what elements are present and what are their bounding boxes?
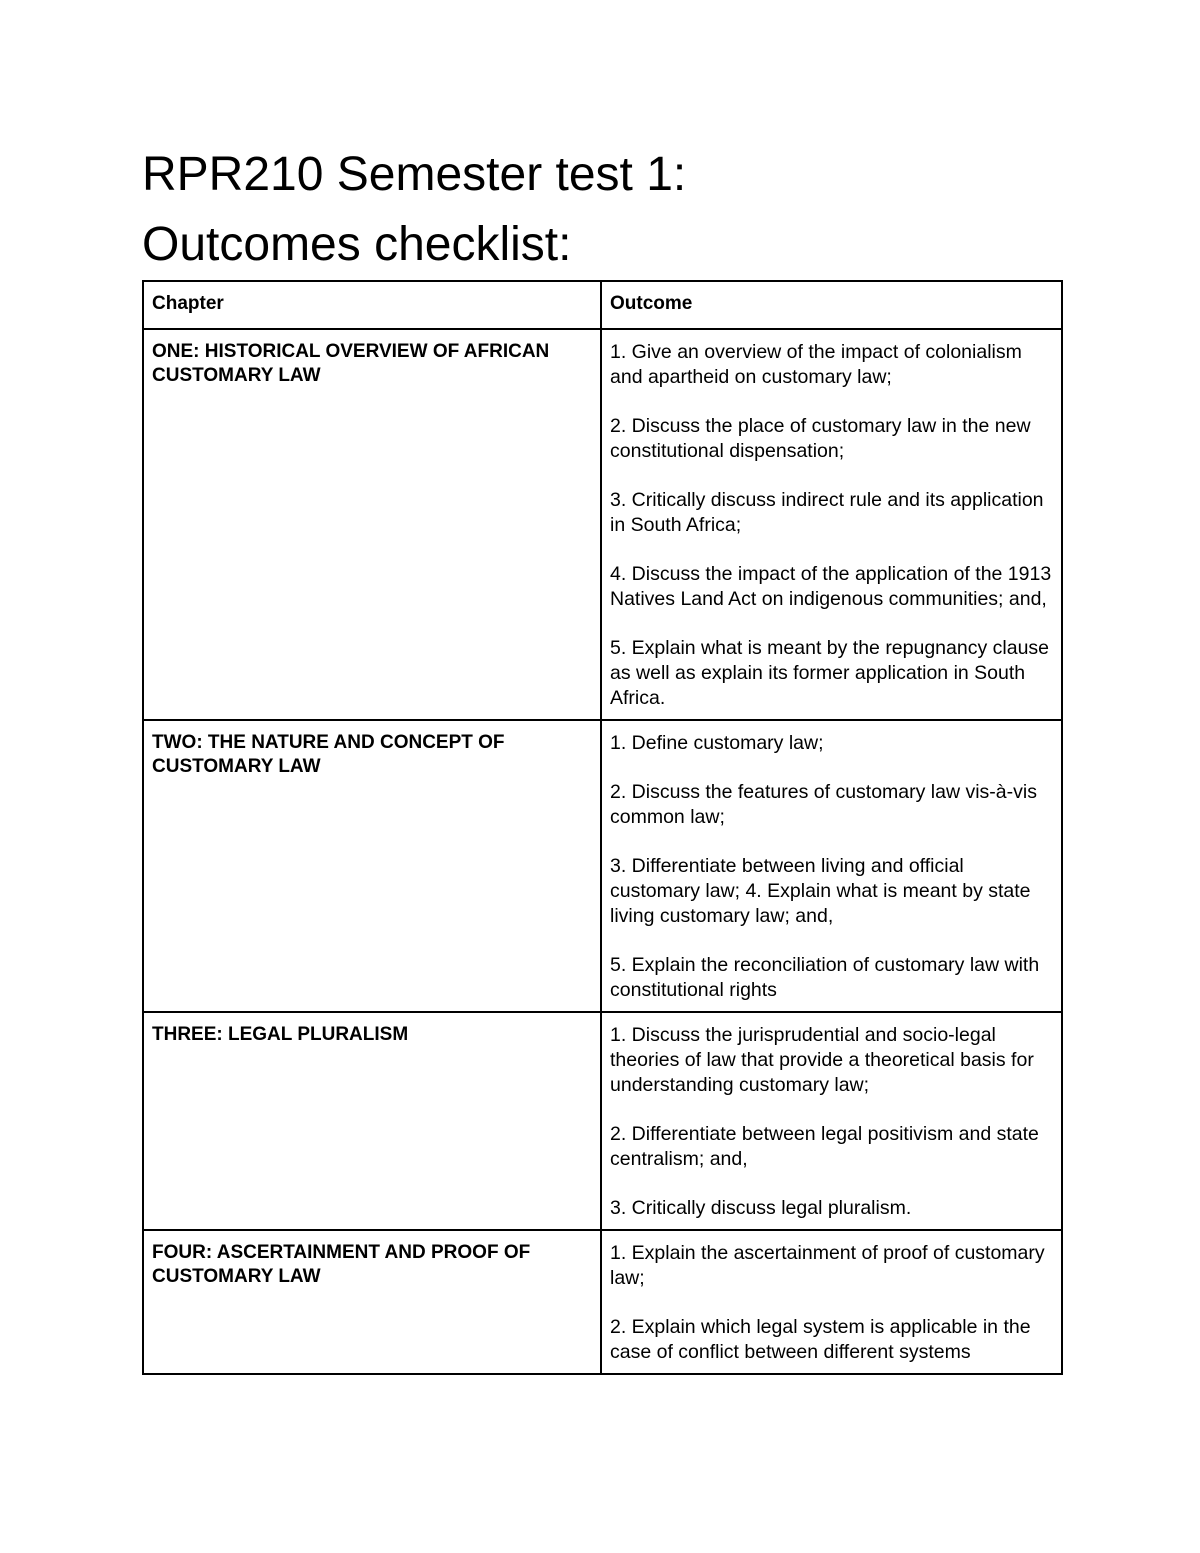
outcome-item: 2. Differentiate between legal positivism and state centralism; and, — [610, 1123, 1039, 1170]
outcome-cell — [601, 1012, 1062, 1230]
outcome-item: 2. Explain which legal system is applicable in the case of conflict between different systems — [610, 1316, 1031, 1363]
outcome-item: 1. Define customary law; — [610, 732, 824, 754]
table-row — [143, 1230, 1062, 1374]
outcome-cell — [601, 720, 1062, 1012]
title-line-1: RPR210 Semester test 1: — [142, 148, 687, 201]
table-row — [143, 329, 1062, 720]
column-header-chapter: Chapter — [143, 281, 601, 329]
outcome-cell — [601, 329, 1062, 720]
outcome-item: 1. Explain the ascertainment of proof of customary law; — [610, 1242, 1045, 1289]
outcome-item: 2. Discuss the features of customary law vis-à-vis common law; — [610, 781, 1037, 828]
outcome-item: 5. Explain the reconciliation of customary law with constitutional rights — [610, 954, 1040, 1001]
outcome-item: 5. Explain what is meant by the repugnancy clause as well as explain its former application in South Africa. — [610, 637, 1050, 709]
chapter-cell: FOUR: ASCERTAINMENT AND PROOF OF CUSTOMARY LAW — [143, 1230, 601, 1374]
outcome-item: 1. Discuss the jurisprudential and socio-legal theories of law that provide a theoretical basis for understanding customary law; — [610, 1024, 1034, 1096]
outcome-item: 3. Critically discuss indirect rule and its application in South Africa; — [610, 489, 1044, 536]
page-title — [142, 140, 1062, 280]
table-row — [143, 1012, 1062, 1230]
table-row — [143, 720, 1062, 1012]
outcomes-table — [142, 280, 1063, 1375]
outcome-item: 3. Critically discuss legal pluralism. — [610, 1197, 912, 1219]
outcome-item: 1. Give an overview of the impact of colonialism and apartheid on customary law; — [610, 341, 1022, 388]
outcome-item: 2. Discuss the place of customary law in the new constitutional dispensation; — [610, 415, 1031, 462]
table-header-row — [143, 281, 1062, 329]
chapter-cell: TWO: THE NATURE AND CONCEPT OF CUSTOMARY LAW — [143, 720, 601, 1012]
outcome-item: 3. Differentiate between living and official customary law; 4. Explain what is meant by state living customary law; and, — [610, 855, 1031, 927]
column-header-outcome: Outcome — [601, 281, 1062, 329]
chapter-cell: ONE: HISTORICAL OVERVIEW OF AFRICAN CUSTOMARY LAW — [143, 329, 601, 720]
outcome-cell — [601, 1230, 1062, 1374]
outcome-item: 4. Discuss the impact of the application of the 1913 Natives Land Act on indigenous communities; and, — [610, 563, 1052, 610]
title-line-2: Outcomes checklist: — [142, 218, 572, 271]
chapter-cell: THREE: LEGAL PLURALISM — [143, 1012, 601, 1230]
